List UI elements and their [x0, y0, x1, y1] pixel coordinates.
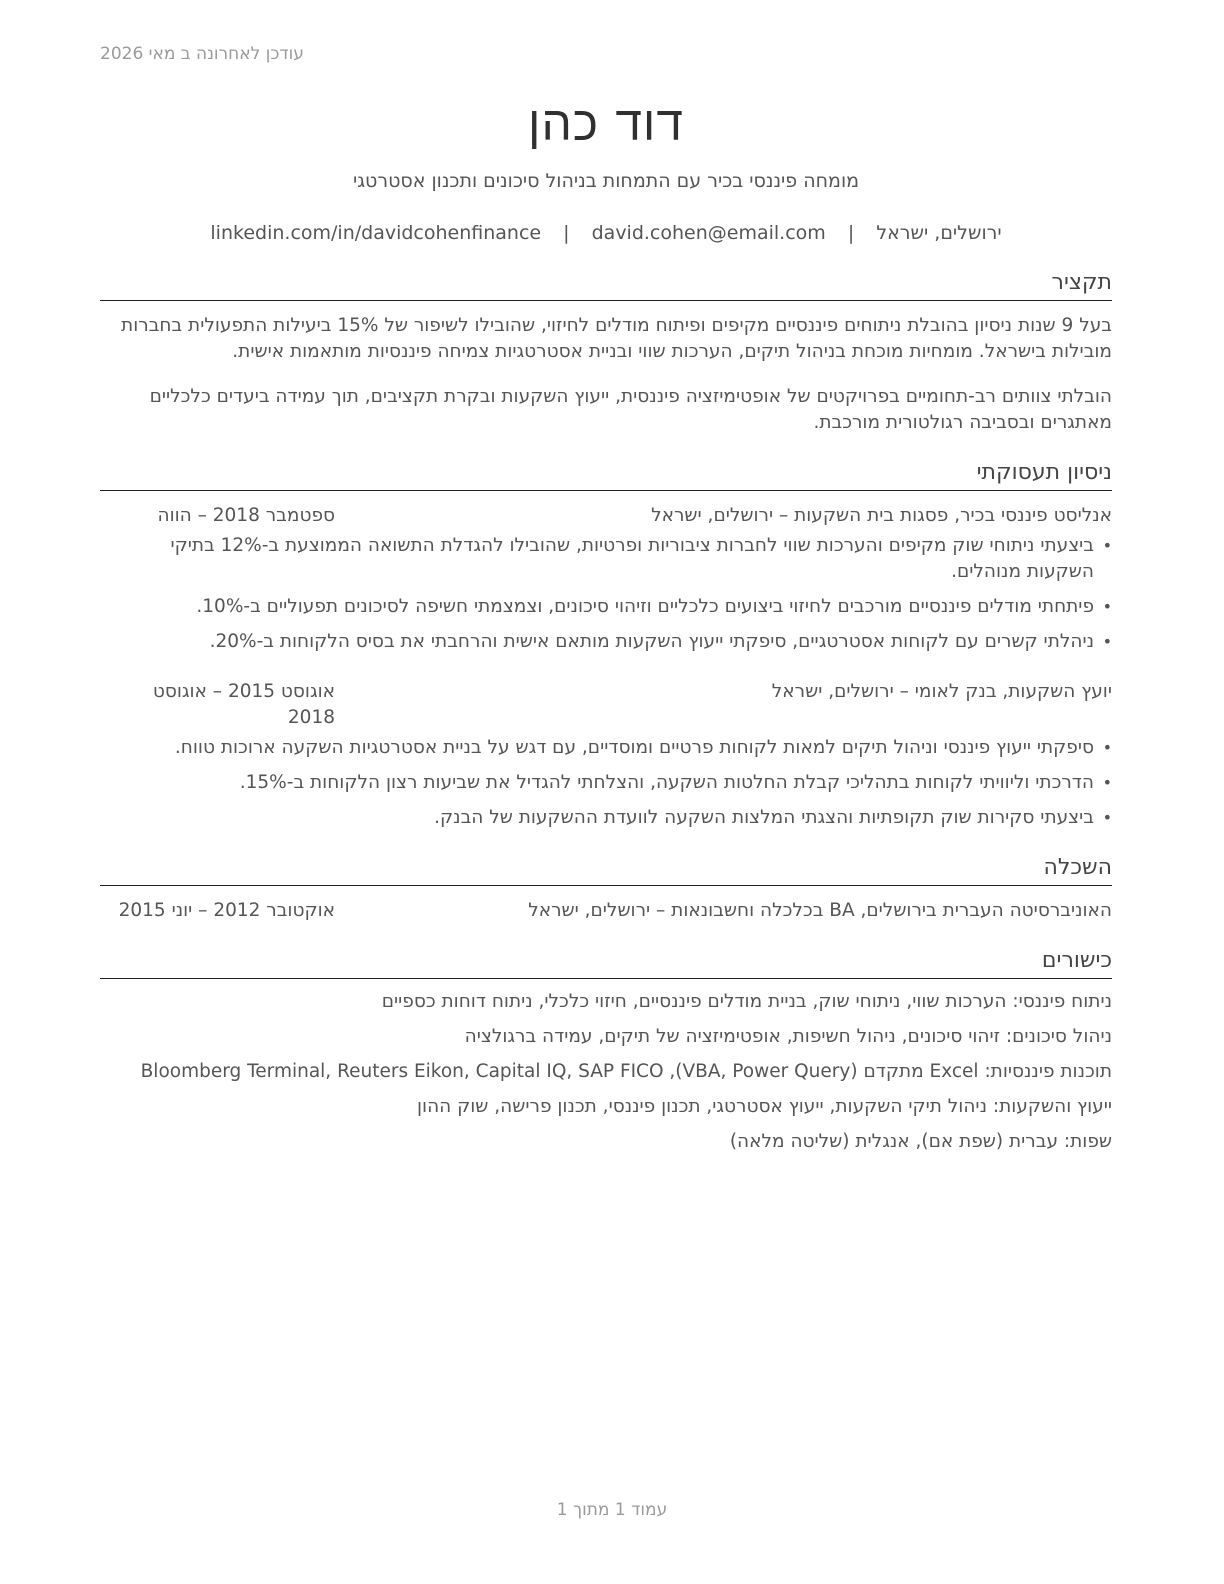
section-title-education: השכלה — [100, 853, 1112, 886]
skill-line: שפות: עברית (שפת אם), אנגלית (שליטה מלאה) — [729, 1130, 1112, 1152]
job-dates: ספטמבר 2018 – הווה — [157, 504, 335, 526]
job-bullets — [100, 735, 1112, 831]
section-title-experience: ניסיון תעסוקתי — [100, 458, 1112, 491]
skill-line: ניהול סיכונים: זיהוי סיכונים, ניהול חשיפות, אופטימיזציה של תיקים, עמידה ברגולציה — [464, 1025, 1112, 1047]
contact-separator: | — [563, 222, 570, 244]
summary-paragraph: בעל 9 שנות ניסיון בהובלת ניתוחים פיננסיים מקיפים ופיתוח מודלים לחיזוי, שהובילו לשיפור של 15% ביעילות התפעולית בחברות מובילות בישראל. מומחיות מוכחת בניהול תיקים, הערכות שווי ובניית אסטרטגיות צמיחה פיננסיות מותאמות אישית. — [121, 315, 1112, 362]
tagline: מומחה פיננסי בכיר עם התמחות בניהול סיכונים ותכנון אסטרטגי — [352, 170, 860, 192]
education-degree: האוניברסיטה העברית בירושלים, BA בכלכלה וחשבונאות – ירושלים, ישראל — [528, 899, 1112, 921]
skill-line: ייעוץ והשקעות: ניהול תיקי השקעות, ייעוץ אסטרטגי, תכנון פיננסי, תכנון פרישה, שוק ההון — [417, 1095, 1112, 1117]
job-header — [100, 679, 1112, 731]
job-role: יועץ השקעות, בנק לאומי – ירושלים, ישראל — [771, 680, 1112, 702]
job-bullet: • סיפקתי ייעוץ פיננסי וניהול תיקים למאות לקוחות פרטיים ומוסדיים, עם דגש על בניית אסטרטגיות השקעה ארוכות טווח. — [100, 735, 1112, 761]
section-title-skills: כישורים — [100, 946, 1112, 979]
job-bullet: • פיתחתי מודלים פיננסיים מורכבים לחיזוי ביצועים כלכליים וזיהוי סיכונים, וצמצמתי חשיפה לסיכונים תפעוליים ב-10%. — [100, 594, 1112, 620]
job-header — [100, 503, 1112, 529]
skills-list — [100, 989, 1112, 1155]
location-text: ירושלים, ישראל — [876, 222, 1002, 244]
job-role: אנליסט פיננסי בכיר, פסגות בית השקעות – ירושלים, ישראל — [651, 504, 1112, 526]
contact-separator: | — [847, 222, 855, 244]
job-bullet: • ביצעתי סקירות שוק תקופתיות והצגתי המלצות השקעה לוועדת ההשקעות של הבנק. — [100, 805, 1112, 831]
linkedin-link[interactable]: linkedin.com/in/davidcohenfinance — [210, 222, 542, 244]
resume-page — [100, 88, 1112, 1164]
education-dates: אוקטובר 2012 – יוני 2015 — [118, 899, 335, 921]
skill-line: תוכנות פיננסיות: Excel מתקדם (VBA, Power Query), Bloomberg Terminal, Reuters Eikon, Capital IQ, SAP FICO — [140, 1060, 1112, 1082]
job-bullet: • ניהלתי קשרים עם לקוחות אסטרטגיים, סיפקתי ייעוץ השקעות מותאם אישית והרחבתי את בסיס הלקוחות ב-20%. — [100, 629, 1112, 655]
candidate-name: דוד כהן — [527, 96, 684, 152]
job-bullet: • הדרכתי וליוויתי לקוחות בתהליכי קבלת החלטות השקעה, והצלחתי להגדיל את שביעות רצון הלקוחות ב-15%. — [100, 770, 1112, 796]
contact-line — [100, 220, 1112, 246]
section-title-summary: תקציר — [100, 268, 1112, 301]
job-bullet: • ביצעתי ניתוחי שוק מקיפים והערכות שווי לחברות ציבוריות ופרטיות, שהובילו להגדלת התשואה הממוצעת ב-12% בתיקי השקעות מנוהלים. — [100, 533, 1112, 585]
page-number: עמוד 1 מתוך 1 — [556, 1500, 668, 1520]
job-bullets — [100, 533, 1112, 655]
education-entry — [100, 898, 1112, 924]
email-link[interactable]: david.cohen@email.com — [591, 222, 826, 244]
last-updated-text: עודכן לאחרונה ב מאי 2026 — [100, 44, 304, 64]
summary-paragraph: הובלתי צוותים רב-תחומיים בפרויקטים של אופטימיזציה פיננסית, ייעוץ השקעות ובקרת תקציבים, תוך עמידה ביעדים כלכליים מאתגרים ובסביבה רגולטורית מורכבת. — [149, 385, 1112, 433]
job-dates: אוגוסט 2015 – אוגוסט 2018 — [152, 680, 335, 728]
skill-line: ניתוח פיננסי: הערכות שווי, ניתוחי שוק, בניית מודלים פיננסיים, חיזוי כלכלי, ניתוח דוחות כספיים — [381, 990, 1112, 1012]
